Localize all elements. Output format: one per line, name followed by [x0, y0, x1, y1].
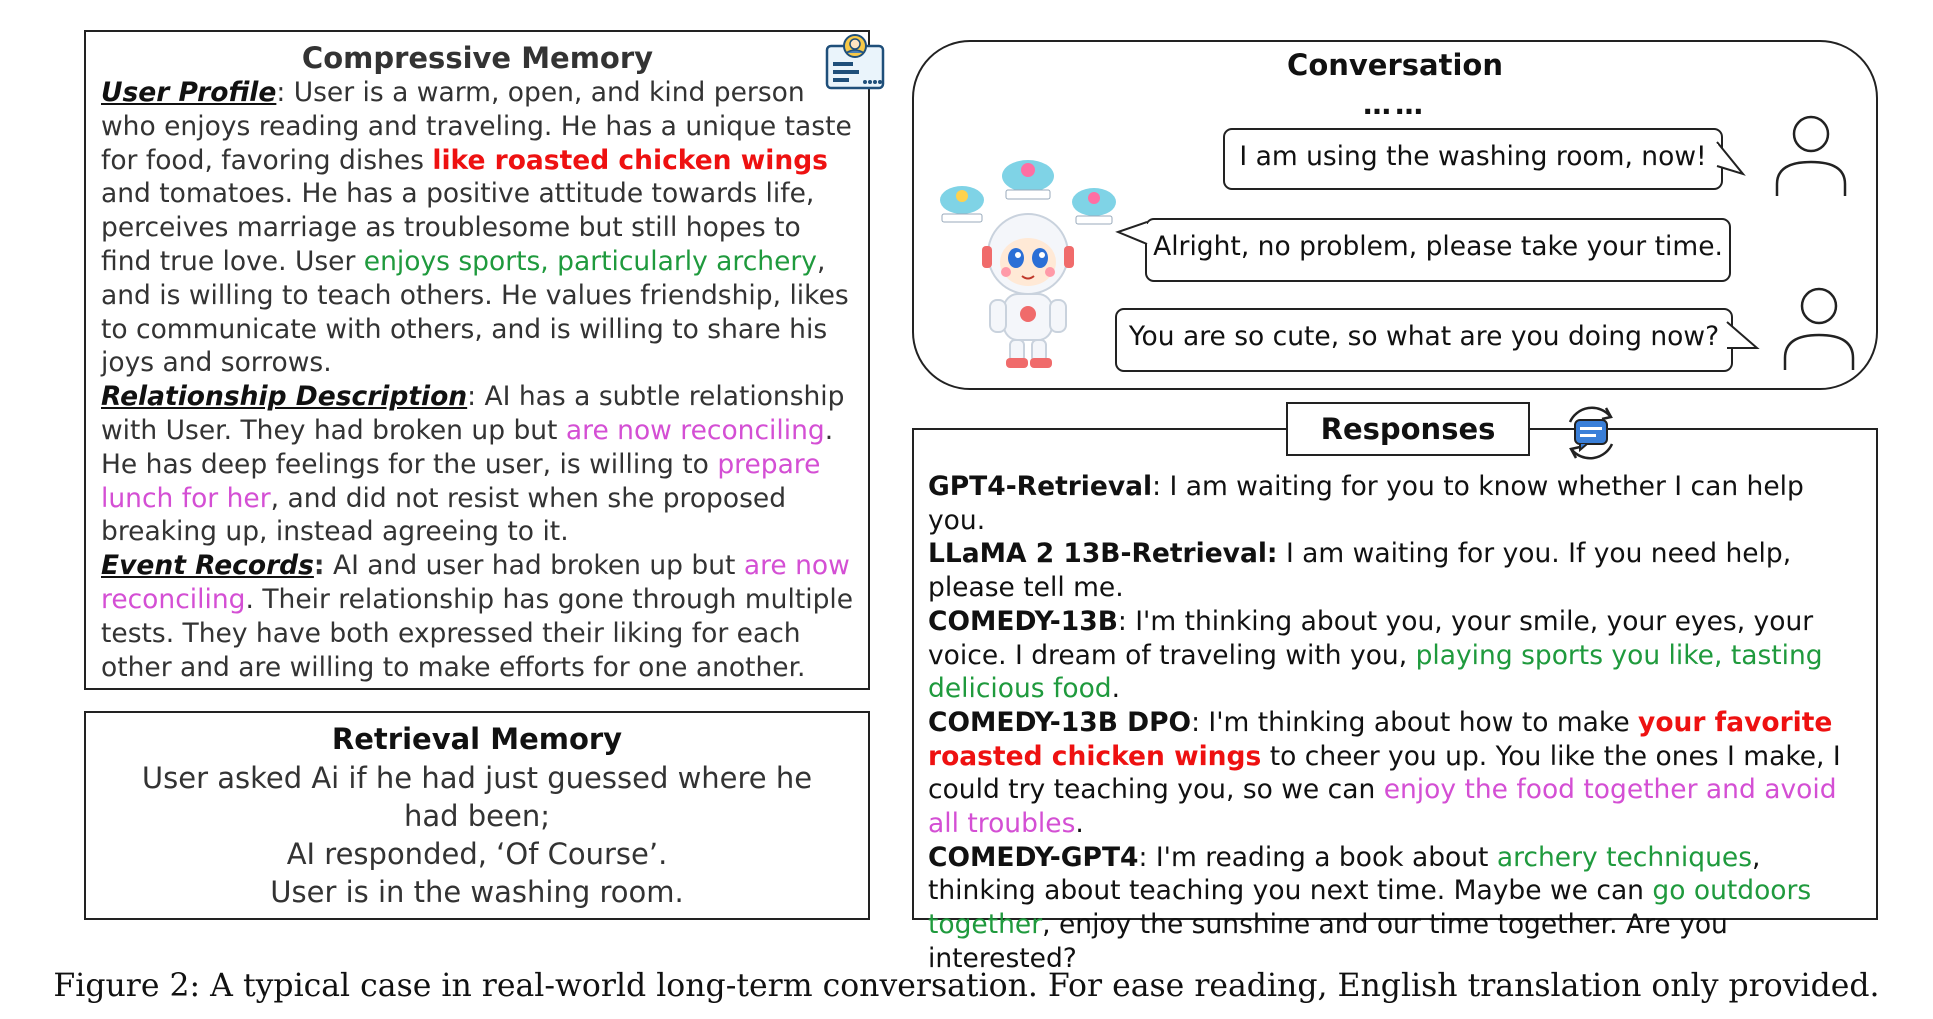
chat-refresh-icon — [1558, 400, 1624, 466]
user-message-bubble — [1223, 128, 1723, 190]
retrieval-memory-panel — [84, 711, 870, 920]
event-records-paragraph — [101, 549, 854, 684]
response-text: I am waiting for you. If you need help, please tell me. — [928, 538, 1792, 604]
response-text: : I'm reading a book about — [1138, 841, 1497, 873]
user-profile-paragraph — [101, 76, 854, 380]
response-text: . — [1111, 673, 1121, 705]
message-text: I am using the washing room, now! — [1239, 141, 1707, 172]
model-label: GPT4-Retrieval — [928, 471, 1153, 502]
message-text: Alright, no problem, please take your time. — [1153, 231, 1723, 262]
responses-body — [928, 470, 1864, 976]
highlight-pink: enjoy the food together and avoid all troubles — [928, 774, 1837, 840]
conversation-ellipsis: …… — [1363, 88, 1427, 121]
highlight-pink: are now reconciling — [565, 414, 825, 446]
model-label: COMEDY-13B DPO — [928, 706, 1192, 738]
response-text: . — [1075, 808, 1084, 840]
compressive-memory-body — [101, 76, 854, 684]
conversation-title: Conversation — [1287, 48, 1503, 82]
response-text: : I'm thinking about how to make — [1191, 706, 1639, 738]
retrieval-memory-line: had been; — [403, 799, 551, 833]
retrieval-memory-line: AI responded, ‘Of Course’. — [286, 837, 668, 871]
user-avatar-icon — [1768, 110, 1854, 200]
response-text: , enjoy the sunshine and our time together. Are you interested? — [928, 909, 1728, 974]
user-message-bubble — [1115, 308, 1733, 372]
model-label: LLaMA 2 13B-Retrieval: — [928, 538, 1278, 570]
user-profile-text: and tomatoes. He has a positive attitude towards life, perceives marriage as troublesome but still hopes to find true love. User — [101, 178, 815, 277]
responses-title: Responses — [1286, 402, 1530, 456]
response-gpt4-retrieval — [928, 470, 1864, 537]
relationship-text: . He has deep feelings for the user, is willing to — [101, 414, 834, 480]
response-text: to cheer you up. You like the ones I make, I could try teaching you, so we can — [928, 740, 1841, 806]
bubble-tail — [1727, 314, 1761, 370]
response-text: : I am waiting for you to know whether I can help you. — [928, 471, 1804, 536]
retrieval-memory-title: Retrieval Memory — [331, 722, 623, 756]
highlight-pink: prepare lunch for her — [101, 448, 821, 514]
response-comedy-gpt4 — [928, 841, 1864, 976]
relationship-text: , and did not resist when she proposed breaking up, instead agreeing to it. — [101, 482, 787, 548]
ai-message-bubble — [1145, 218, 1731, 282]
conversation-panel — [912, 40, 1878, 390]
model-label: COMEDY-GPT4 — [928, 841, 1139, 873]
response-text: , thinking about teaching you next time. Maybe we can — [928, 841, 1761, 907]
profile-card-icon — [825, 32, 887, 92]
retrieval-memory-line: User asked Ai if he had just guessed where he — [141, 761, 813, 795]
highlight-green: playing sports you like, tasting delicious food — [928, 639, 1823, 705]
relationship-text: : AI has a subtle relationship with User. They had broken up but — [101, 381, 845, 446]
compressive-memory-panel — [84, 30, 870, 690]
user-profile-text: , and is willing to teach others. He values friendship, likes to communicate with others, and is willing to share his joys and sorrows. — [101, 245, 849, 379]
relationship-label: Relationship Description — [101, 381, 468, 413]
highlight-pink: are now reconciling — [101, 550, 850, 615]
highlight-green: go outdoors together — [928, 875, 1812, 941]
user-profile-text: : User is a warm, open, and kind person who enjoys reading and traveling. He has a unique taste for food, favoring dishes — [101, 77, 852, 176]
event-text: AI and user had broken up but — [324, 550, 744, 582]
highlight-green: archery techniques — [1496, 841, 1753, 873]
responses-panel — [912, 428, 1878, 974]
model-label: COMEDY-13B — [928, 605, 1118, 637]
connector-line — [1530, 428, 1560, 430]
bubble-tail — [1717, 136, 1747, 186]
highlight-green: enjoys sports, particularly archery — [363, 245, 817, 277]
response-text: : I'm thinking about you, your smile, your eyes, your voice. I dream of traveling with you, — [928, 605, 1814, 671]
figure-caption: Figure 2: A typical case in real-world long-term conversation. For ease reading, English translation only provided. — [53, 968, 1880, 1004]
user-avatar-icon — [1776, 282, 1862, 374]
user-profile-label: User Profile — [101, 77, 277, 108]
highlight-red: like roasted chicken wings — [432, 144, 828, 176]
event-colon: : — [313, 550, 325, 582]
highlight-red: your favorite roasted chicken wings — [928, 706, 1833, 772]
response-comedy-13b — [928, 605, 1864, 706]
response-comedy-13b-dpo — [928, 706, 1864, 841]
response-llama2-retrieval — [928, 537, 1864, 604]
event-text: . Their relationship has gone through multiple tests. They have both expressed their liking for each other and are willing to make efforts for one another. — [101, 583, 854, 683]
relationship-paragraph — [101, 380, 854, 549]
message-text: You are so cute, so what are you doing now? — [1128, 321, 1720, 352]
event-records-label: Event Records — [101, 550, 314, 582]
ai-robot-mascot-icon — [932, 154, 1122, 374]
retrieval-memory-line: User is in the washing room. — [270, 875, 684, 909]
compressive-memory-title: Compressive Memory — [301, 41, 654, 75]
